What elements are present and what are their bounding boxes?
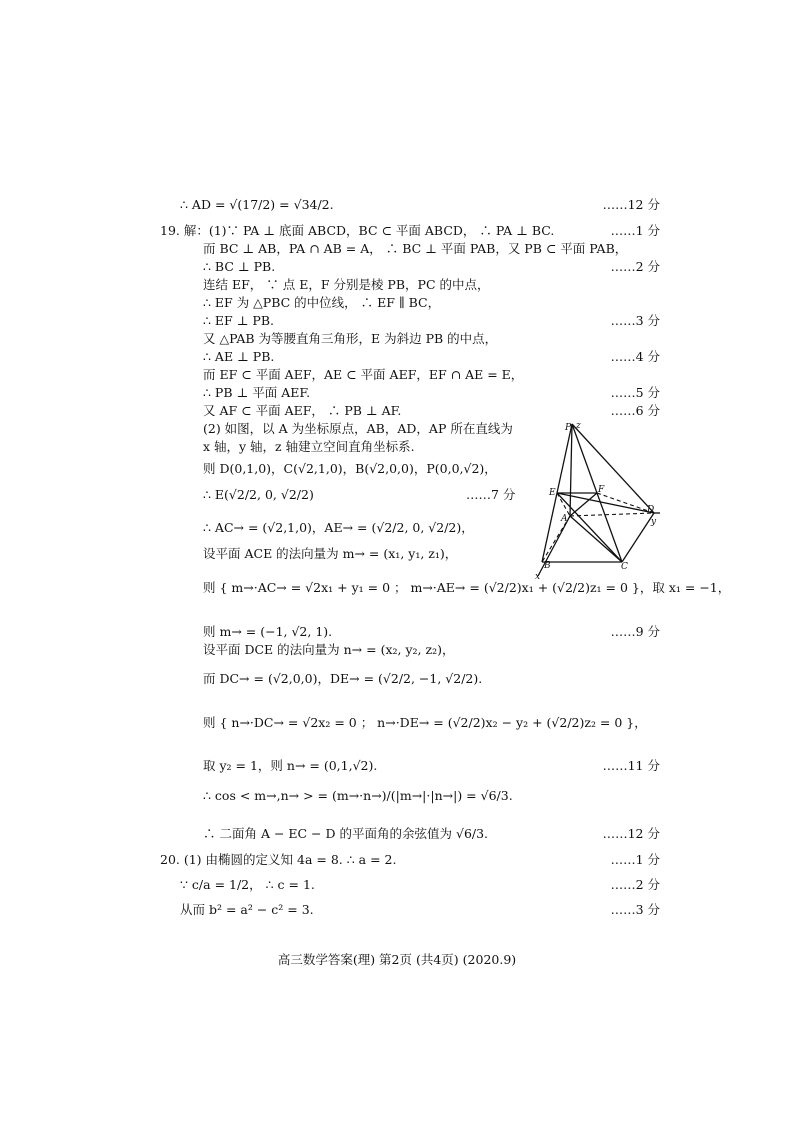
label-d: D xyxy=(647,505,655,515)
line-21: 设平面 DCE 的法向量为 n→ = (x₂, y₂, z₂)， xyxy=(203,642,455,657)
label-y: y xyxy=(651,517,657,527)
line-23: 则 { n→·DC→ = √2x₂ = 0 ； n→·DE→ = (√2/2)x₂ − y₂ + (√2/2)z₂ = 0 }， xyxy=(203,715,647,730)
score-27: ……1 分 xyxy=(610,852,660,867)
label-z: z xyxy=(576,421,581,431)
score-7: ……3 分 xyxy=(610,313,660,328)
line-22: 而 DC→ = (√2,0,0)，DE→ = (√2/2, −1, √2/2). xyxy=(203,671,483,686)
edge-cd xyxy=(622,513,654,562)
line-6: ∴ EF 为 △PBC 的中位线， ∴ EF ∥ BC， xyxy=(203,295,441,310)
score-4: ……2 分 xyxy=(610,259,660,274)
label-a: A xyxy=(561,514,568,524)
line-29: 从而 b² = a² − c² = 3. xyxy=(180,902,314,917)
line-7: ∴ EF ⊥ PB. xyxy=(203,313,274,328)
score-1: ……12 分 xyxy=(602,197,660,212)
line-27: 20. (1) 由椭圆的定义知 4a = 8. ∴ a = 2. xyxy=(160,852,397,867)
line-4: ∴ BC ⊥ PB. xyxy=(203,259,276,274)
label-p: P xyxy=(565,423,572,433)
edge-ec xyxy=(557,493,622,562)
edge-pd xyxy=(572,424,654,513)
edge-pa xyxy=(570,424,572,516)
line-10: 而 EF ⊂ 平面 AEF，AE ⊂ 平面 AEF，EF ∩ AE = E， xyxy=(203,367,524,382)
line-17: ∴ AC→ = (√2,1,0)，AE→ = (√2/2, 0, √2/2)， xyxy=(203,520,474,535)
line-15: 则 D(0,1,0)，C(√2,1,0)，B(√2,0,0)，P(0,0,√2)， xyxy=(203,461,497,476)
score-9: ……4 分 xyxy=(610,349,660,364)
label-f: F xyxy=(598,485,605,495)
line-3: 而 BC ⊥ AB，PA ∩ AB = A， ∴ BC ⊥ 平面 PAB，又 PB ⊂ 平面 PAB， xyxy=(203,241,628,256)
line-8: 又 △PAB 为等腰直角三角形，E 为斜边 PB 的中点， xyxy=(203,331,498,346)
line-12: 又 AF ⊂ 平面 AEF， ∴ PB ⊥ AF. xyxy=(203,403,402,418)
score-29: ……3 分 xyxy=(610,902,660,917)
label-x: x xyxy=(535,572,541,581)
line-18: 设平面 ACE 的法向量为 m→ = (x₁, y₁, z₁)， xyxy=(203,546,458,561)
page-footer: 高三数学答案(理) 第2页 (共4页) (2020.9) xyxy=(277,952,517,967)
score-2: ……1 分 xyxy=(610,223,660,238)
score-11: ……5 分 xyxy=(610,385,660,400)
score-26: ……12 分 xyxy=(602,826,660,841)
label-e: E xyxy=(549,488,556,498)
line-20: 则 m→ = (−1, √2, 1). xyxy=(203,624,333,639)
line-1: ∴ AD = √(17/2) = √34/2. xyxy=(180,197,334,212)
line-24: 取 y₂ = 1，则 n→ = (0,1,√2). xyxy=(203,758,378,773)
line-16: ∴ E(√2/2, 0, √2/2) xyxy=(203,487,314,502)
label-b: B xyxy=(544,561,551,571)
score-28: ……2 分 xyxy=(610,877,660,892)
line-25: ∴ cos < m→,n→ > = (m→·n→)/(|m→|·|n→|) = √6/3. xyxy=(203,788,513,803)
line-19: 则 { m→·AC→ = √2x₁ + y₁ = 0 ； m→·AE→ = (√2/2)x₁ + (√2/2)z₁ = 0 }，取 x₁ = −1， xyxy=(203,580,731,595)
line-9: ∴ AE ⊥ PB. xyxy=(203,349,275,364)
line-13: (2) 如图，以 A 为坐标原点，AB，AD，AP 所在直线为 xyxy=(203,421,513,436)
label-c: C xyxy=(621,562,628,572)
line-14: x 轴，y 轴，z 轴建立空间直角坐标系. xyxy=(203,439,415,454)
line-11: ∴ PB ⊥ 平面 AEF. xyxy=(203,385,311,400)
score-12: ……6 分 xyxy=(610,403,660,418)
score-24: ……11 分 xyxy=(602,758,660,773)
line-2: 19. 解：(1)∵ PA ⊥ 底面 ABCD，BC ⊂ 平面 ABCD， ∴ PA ⊥ BC. xyxy=(160,223,555,238)
pyramid-diagram xyxy=(532,416,662,581)
line-26: ∴ 二面角 A − EC − D 的平面角的余弦值为 √6/3. xyxy=(203,826,489,841)
line-5: 连结 EF， ∵ 点 E，F 分别是棱 PB，PC 的中点， xyxy=(203,277,490,292)
score-16: ……7 分 xyxy=(466,487,516,502)
x-axis xyxy=(538,516,570,576)
score-20: ……9 分 xyxy=(610,624,660,639)
edge-ad-hidden xyxy=(570,513,654,516)
line-28: ∵ c/a = 1/2， ∴ c = 1. xyxy=(180,877,315,892)
